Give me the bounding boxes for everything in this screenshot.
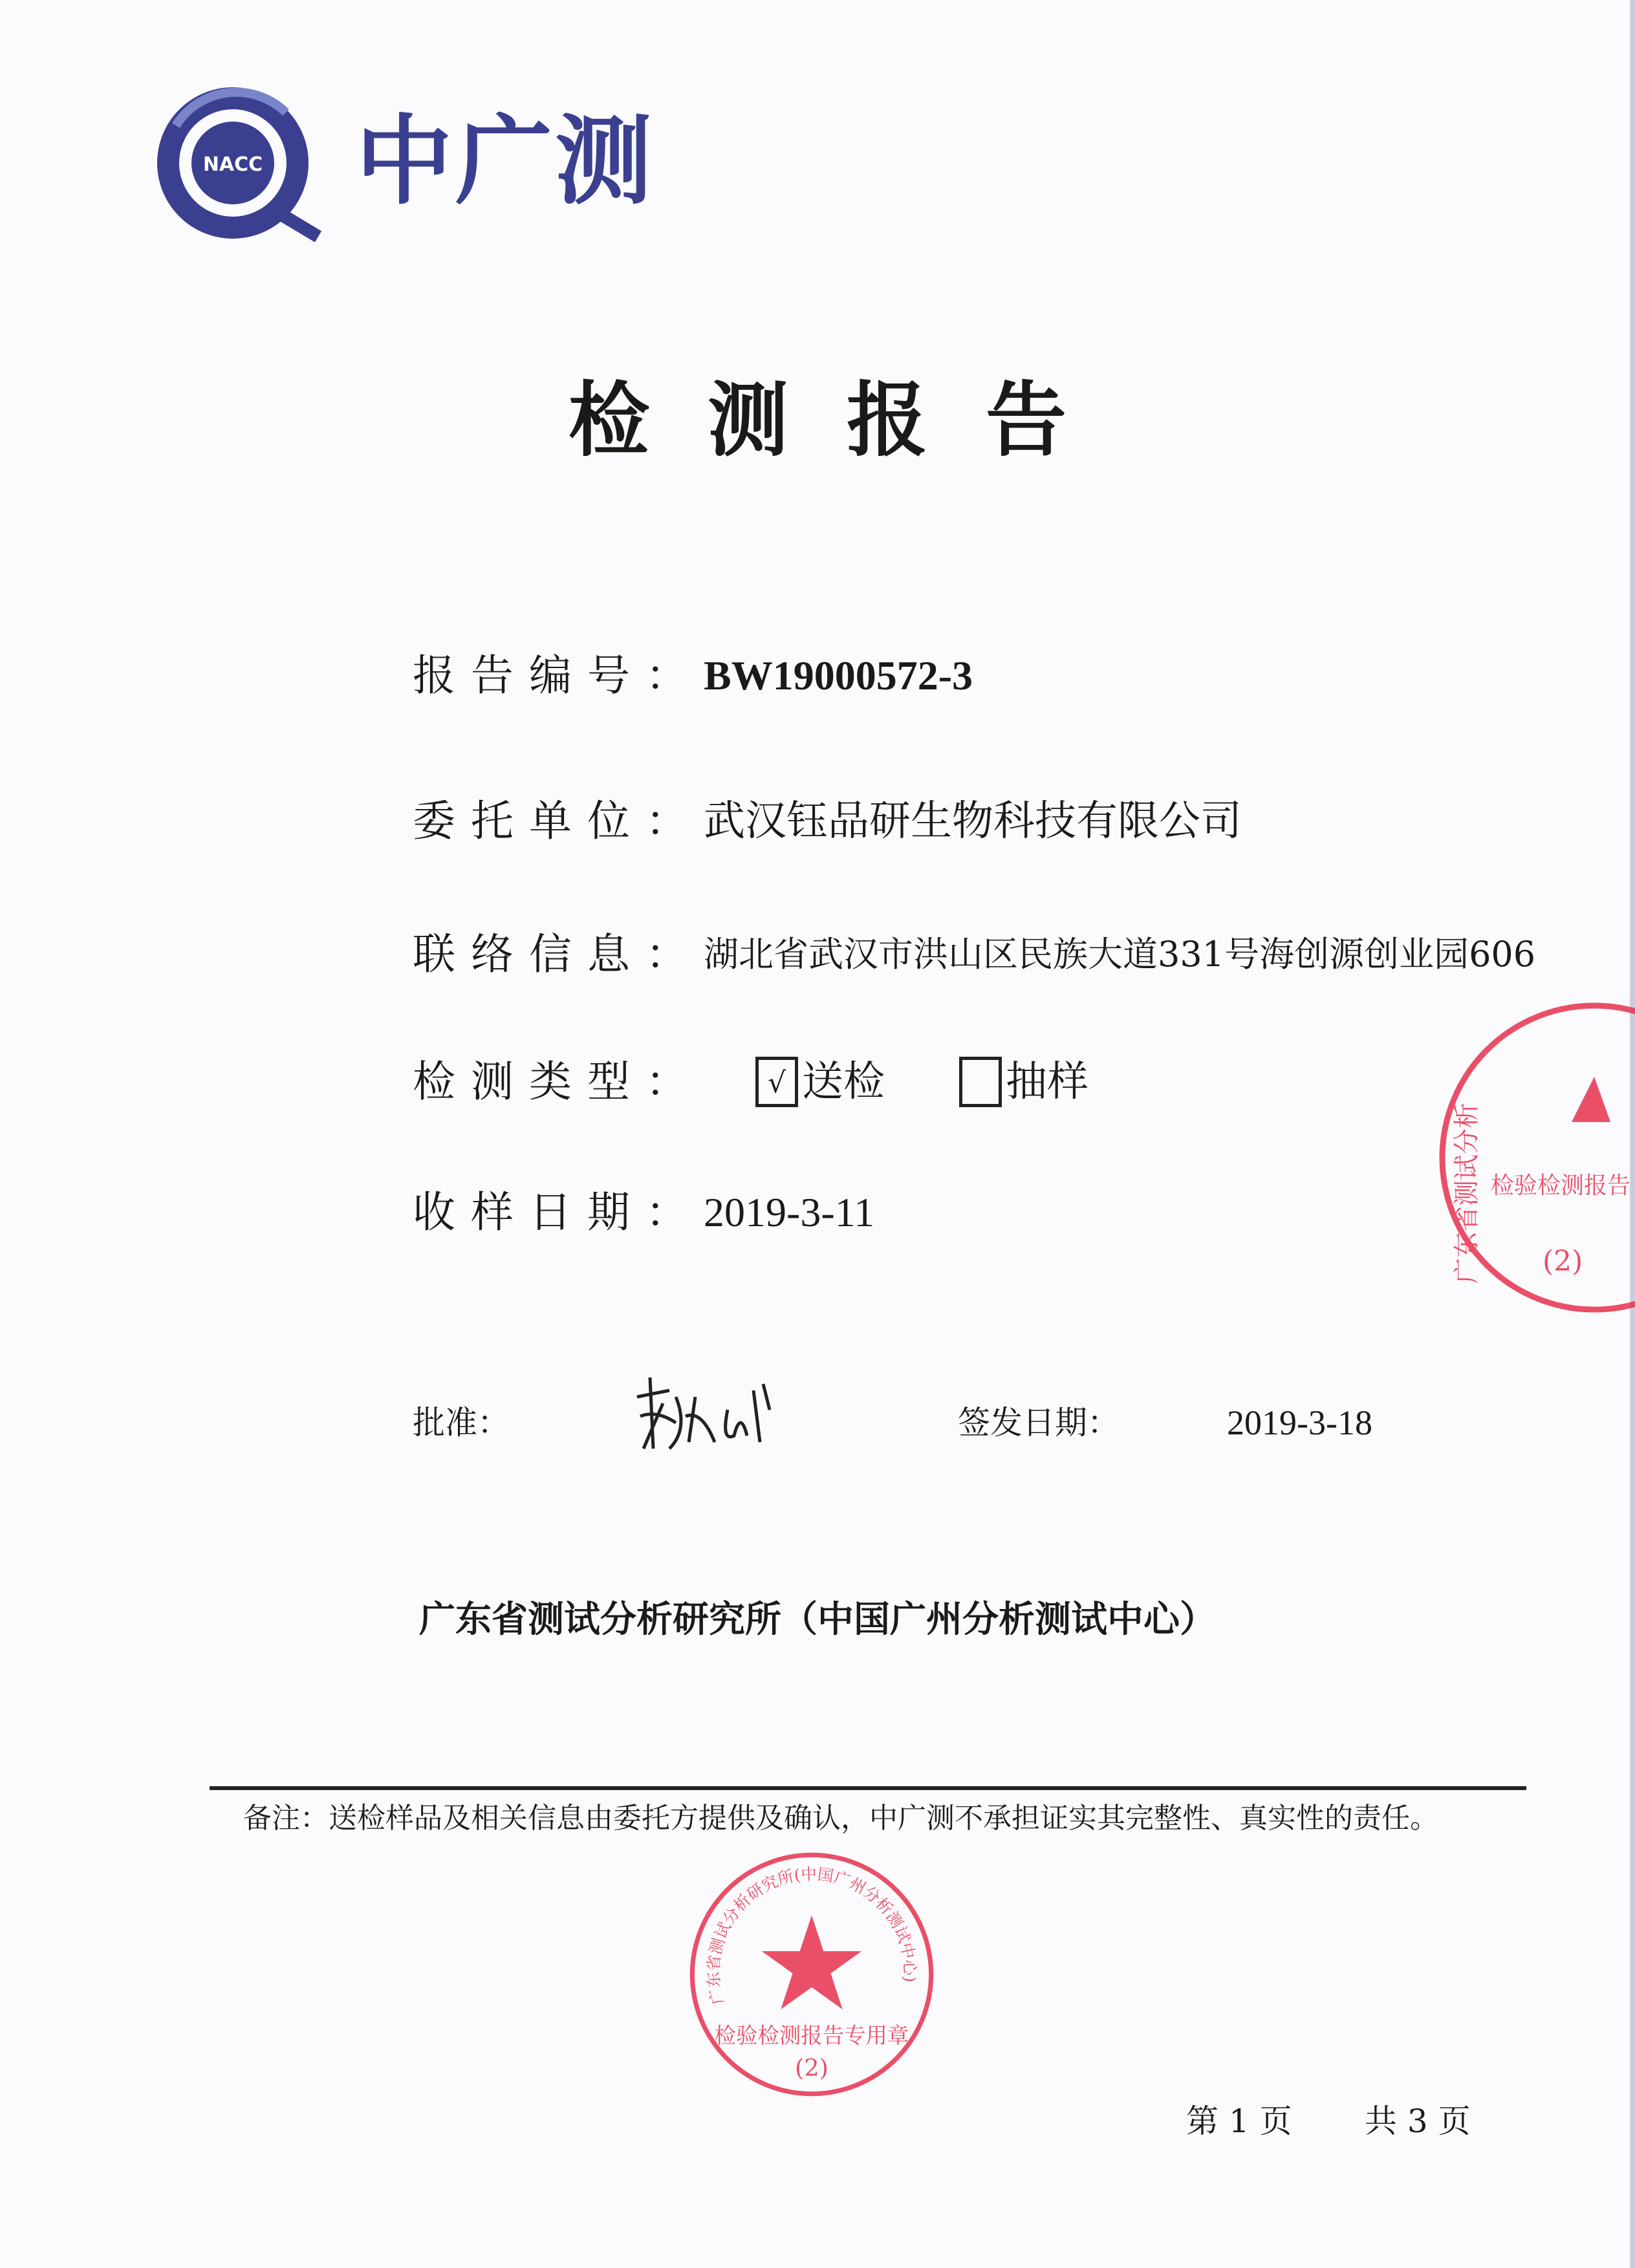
client-value: 武汉钰品研生物科技有限公司: [704, 797, 1242, 845]
contact-row: [413, 925, 1535, 984]
client-row: [413, 792, 1242, 850]
page-title: 检测报告: [568, 373, 1125, 468]
receive-date-label: 收样日期：: [413, 1187, 704, 1237]
signature: [631, 1371, 779, 1462]
svg-text:检验检测报告: 检验检测报告: [1491, 1172, 1631, 1199]
svg-text:广东省测试分析研究所(中国广州分析测试中心): [704, 1864, 919, 2007]
page-total: 共 3 页: [1365, 2102, 1471, 2140]
client-label: 委托单位：: [413, 796, 704, 846]
seal-text: 广东省测试分析研究所(中国广州分析测试中心): [704, 1864, 920, 2007]
approval-label: 批准：: [413, 1404, 510, 1442]
contact-value: 湖北省武汉市洪山区民族大道331号海创源创业园606: [704, 934, 1536, 975]
checkbox-submitted[interactable]: √: [755, 1057, 798, 1107]
test-type-row: [413, 1053, 1088, 1111]
official-seal-center: [686, 1848, 938, 2101]
svg-text:广东省测试分析: 广东省测试分析: [1452, 1103, 1482, 1284]
test-type-label: 检测类型：: [413, 1057, 704, 1107]
seal-subtext: 检验检测报告专用章: [714, 2022, 909, 2048]
page-edge: [1630, 0, 1635, 2268]
option-sampling[interactable]: [959, 1053, 1088, 1111]
logo-badge: NACC: [202, 153, 263, 176]
report-number-value: BW19000572-3: [704, 653, 973, 698]
report-number-row: [413, 647, 973, 705]
option-sampling-label: 抽样: [1006, 1058, 1088, 1106]
issue-date-label: 签发日期：: [958, 1404, 1120, 1442]
disclaimer-note: 备注：送检样品及相关信息由委托方提供及确认，中广测不承担证实其完整性、真实性的责任。: [243, 1802, 1438, 1835]
footer-divider: [210, 1786, 1526, 1790]
issue-date-value: 2019-3-18: [1227, 1403, 1372, 1442]
official-seal-edge: [1433, 999, 1635, 1323]
contact-label: 联络信息：: [413, 929, 704, 979]
page-number: 第 1 页: [1186, 2102, 1292, 2140]
receive-date-value: 2019-3-11: [704, 1189, 875, 1235]
logo-text: 中广测: [356, 105, 655, 218]
svg-text:(2): (2): [1543, 1245, 1583, 1278]
option-submitted-label: 送检: [802, 1058, 885, 1106]
option-submitted[interactable]: [755, 1053, 885, 1111]
receive-date-row: [413, 1183, 874, 1242]
report-number-label: 报告编号：: [413, 651, 704, 700]
checkbox-sampling[interactable]: [959, 1057, 1002, 1107]
seal-number: (2): [795, 2053, 828, 2082]
organization-name: 广东省测试分析研究所（中国广州分析测试中心）: [419, 1599, 1216, 1641]
